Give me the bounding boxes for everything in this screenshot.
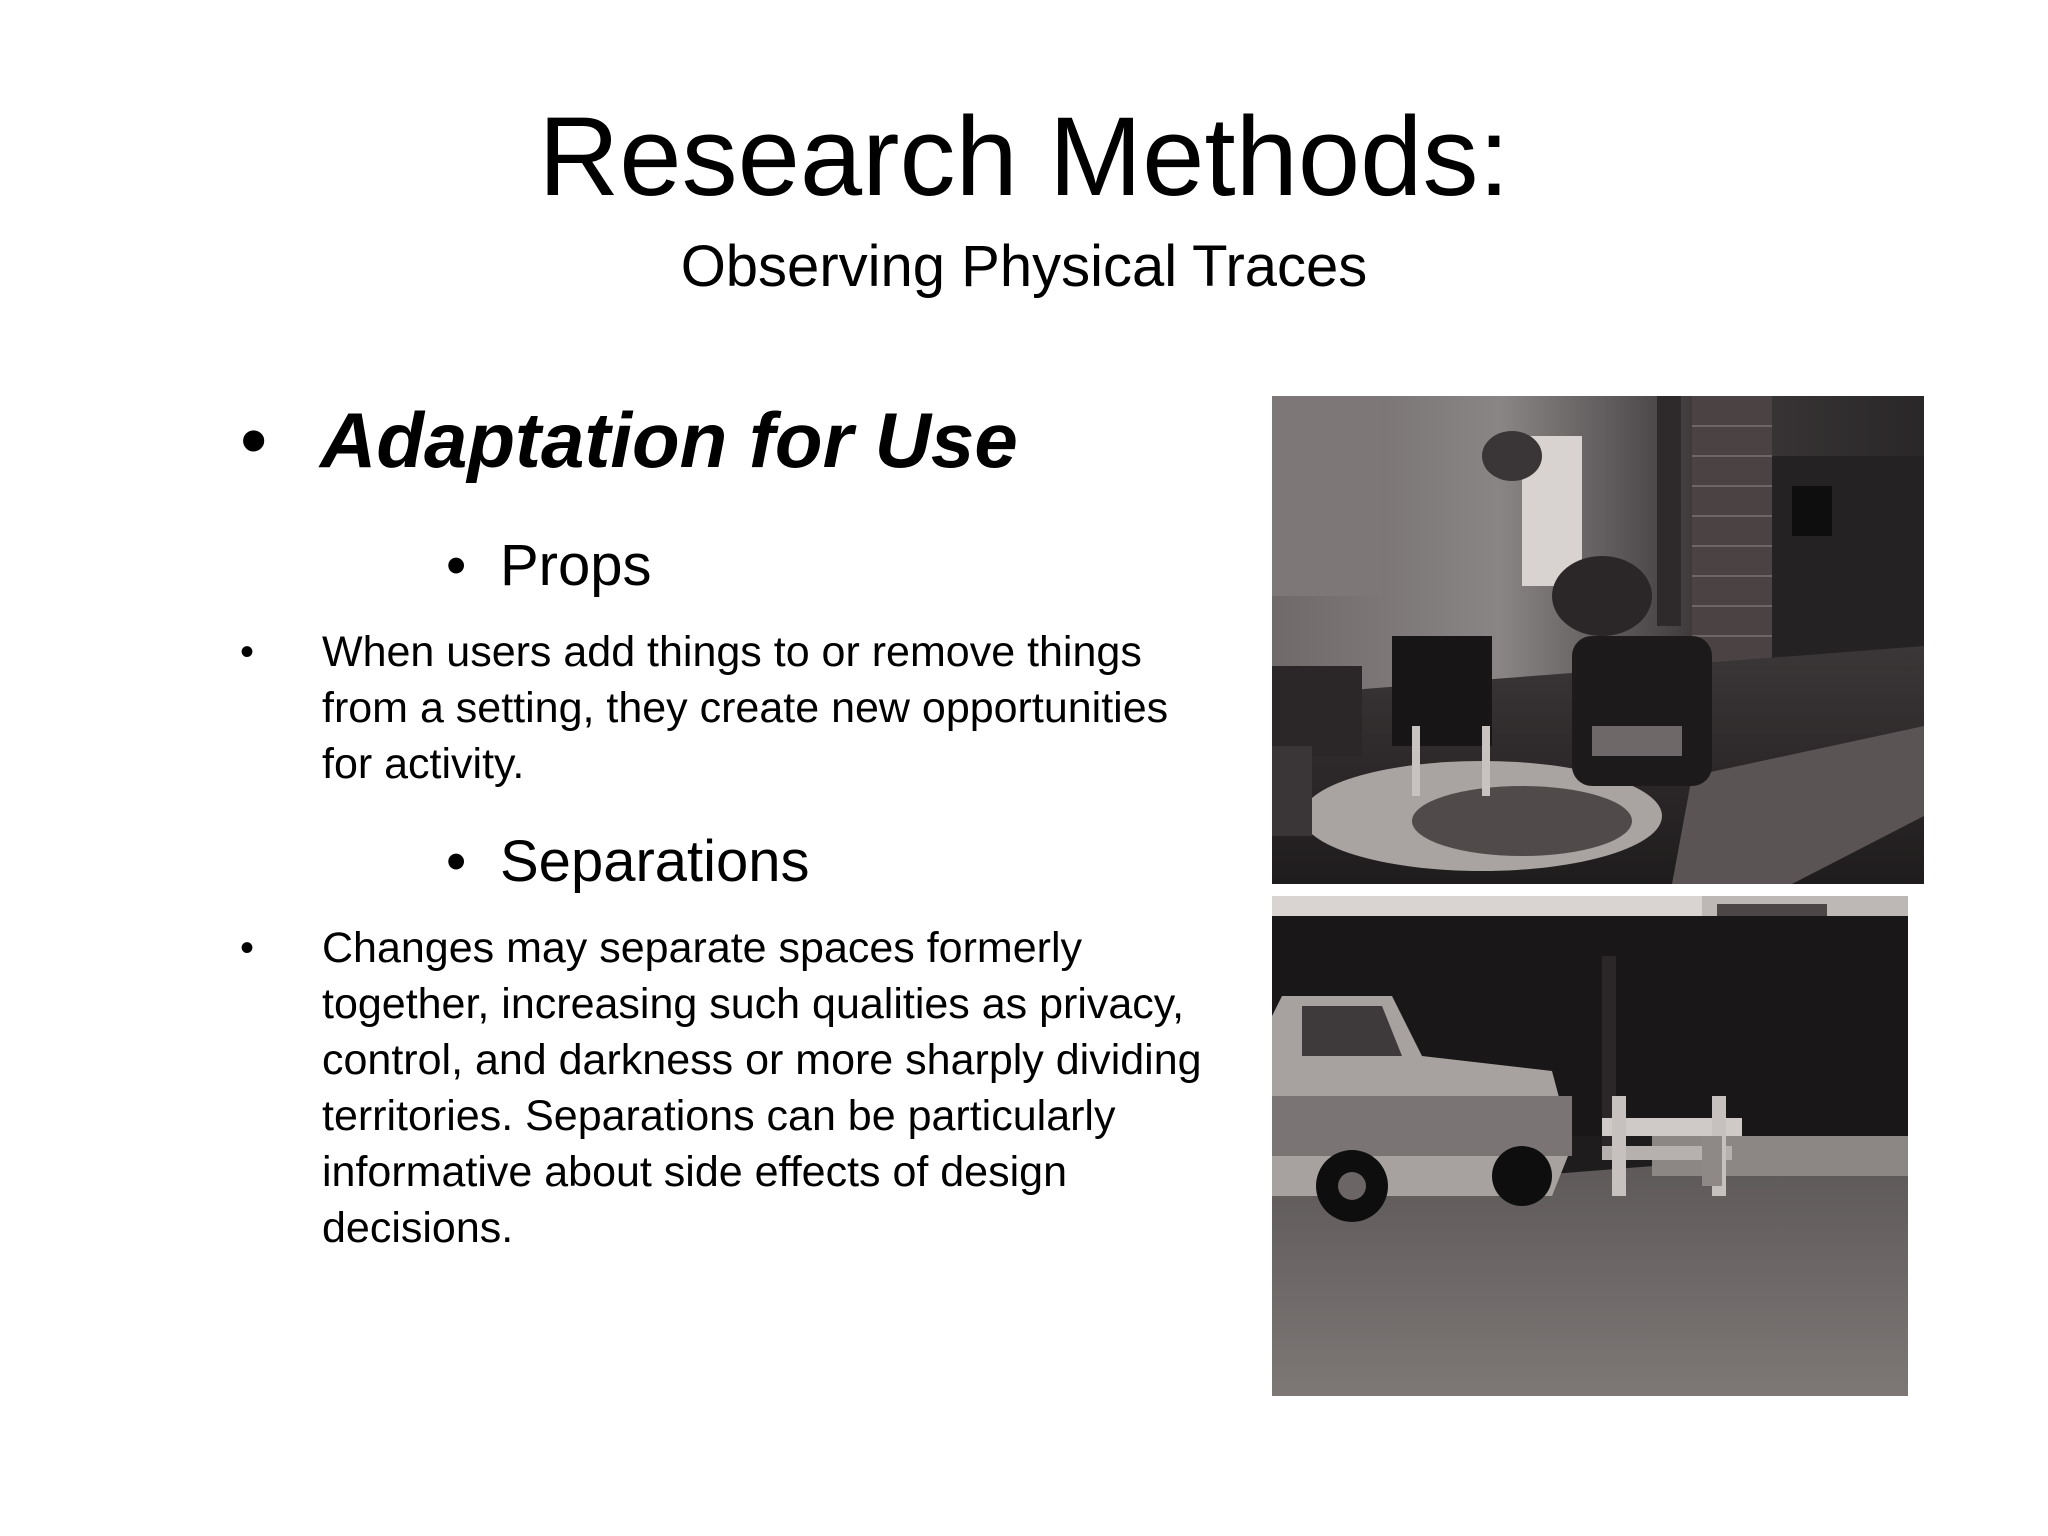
slide-subtitle: Observing Physical Traces bbox=[680, 234, 1368, 299]
body-bullet-text: When users add things to or remove things from a setting, they create new opportunities for activity. bbox=[322, 628, 1169, 788]
sub-bullet-label: Separations bbox=[500, 829, 810, 894]
body-bullet-text: Changes may separate spaces formerly together, increasing such qualities as privacy, control, and darkness or more sharply dividing territories. Separations can be particularly informative about side effects of design decisions. bbox=[322, 924, 1202, 1252]
parked-car-barrier-photo bbox=[1272, 896, 1908, 1396]
slide-title: Research Methods: bbox=[538, 94, 1510, 219]
bullet-icon: • bbox=[446, 829, 467, 894]
heading-text: Adaptation for Use bbox=[320, 396, 1018, 484]
bullet-icon: • bbox=[240, 926, 255, 970]
bullet-icon: • bbox=[240, 630, 255, 674]
sub-bullet-label: Props bbox=[500, 533, 652, 598]
bullet-icon: • bbox=[240, 396, 268, 484]
interior-room-photo bbox=[1272, 396, 1924, 884]
bullet-icon: • bbox=[446, 533, 467, 598]
